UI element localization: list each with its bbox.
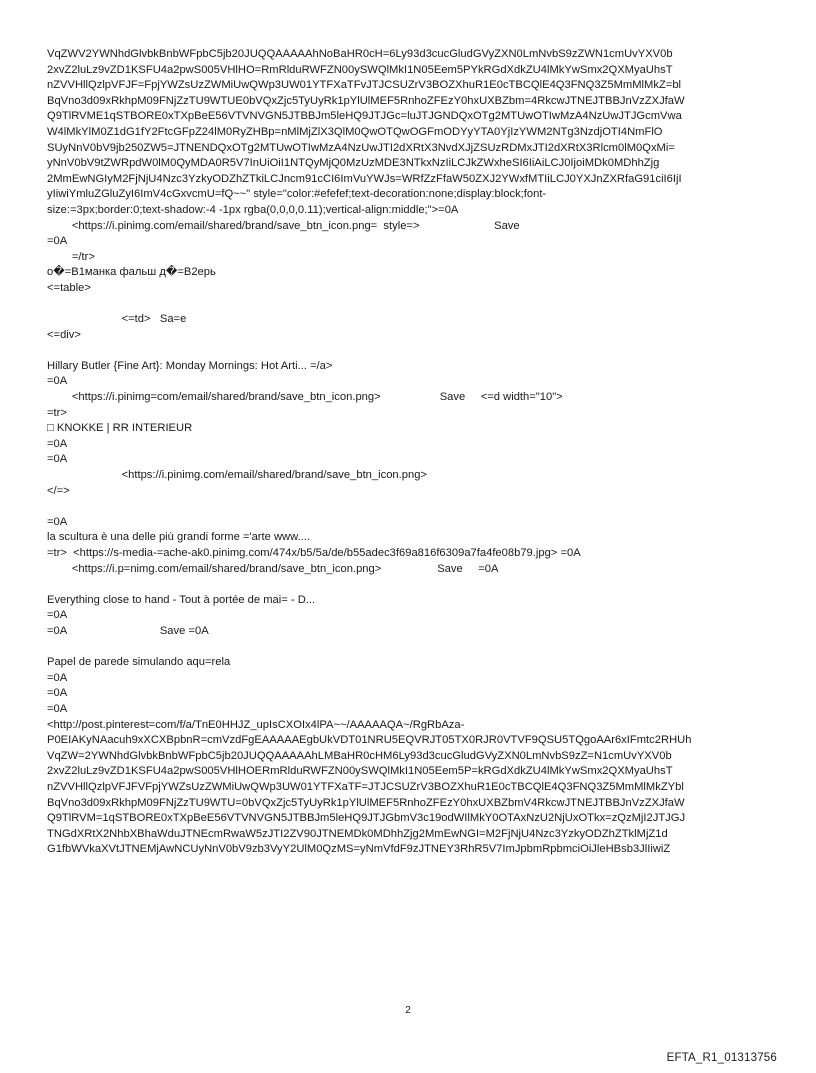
text-line: SUyNnV0bV9jb250ZW5=JTNENDQxOTg2MTUwOTIwMzA4NzUwJTI2dXRtX3NvdXJjZSUzRDMxJTI2dXRtX3Rlcm0lM0QxMi= bbox=[47, 141, 675, 154]
text-line: TNGdXRtX2NhbXBhaWduJTNEcmRwaW5zJTI2ZV90JTNEMDk0MDhhZjg2MmEwNGI=M2FjNjU4Nzc3YzkyODZhZTklMjZ1d bbox=[47, 827, 668, 840]
text-line: Everything close to hand - Tout à portée de mai= - D... bbox=[47, 593, 316, 606]
text-line: =0A bbox=[47, 235, 68, 248]
text-line: <https://i.pinimg=com/email/shared/brand/save_btn_icon.png> Save <=d width="10"> bbox=[47, 391, 563, 404]
text-line: VqZW=2YWNhdGlvbkBnbWFpbC5jb20JUQQAAAAAhLMBaHR0cHM6Ly93d3cucGludGVyZXN0LmNvbS9zZ=N1cmUvYXV0b bbox=[47, 749, 672, 762]
text-line: size:=3px;border:0;text-shadow:-4 -1px rgba(0,0,0,0.11);vertical-align:middle;">=0A bbox=[47, 203, 459, 216]
text-line: Papel de parede simulando aqu=rela bbox=[47, 656, 231, 669]
blank-line bbox=[47, 297, 777, 313]
page-number: 2 bbox=[405, 1005, 411, 1016]
text-line: =0A bbox=[47, 375, 68, 388]
text-line: P0EIAKyNAacuh9xXCXBpbnR=cmVzdFgEAAAAAEgbUkVDT01NRU5EQVRJT05TX0RJR0VTVF9QSU5TQgoAAr6xIFmtc2RHUh bbox=[47, 734, 692, 747]
text-line: =tr> bbox=[47, 406, 67, 419]
text-line: <https://i.p=nimg.com/email/shared/brand/save_btn_icon.png> Save =0A bbox=[47, 562, 499, 575]
text-line: <http://post.pinterest=com/f/a/TnE0HHJZ_upIsCXOIx4lPA~~/AAAAAQA~/RgRbAza- bbox=[47, 718, 465, 731]
text-line: =0A Save =0A bbox=[47, 624, 209, 637]
text-line: Q9TlRVME1qSTBORE0xTXpBeE56VTVNVGN5JTBBJm5leHQ9JTJGc=luJTJGNDQxOTg2MTUwOTIwMzA4NzUwJTJGcmVwa bbox=[47, 110, 682, 123]
document-body bbox=[47, 47, 777, 858]
text-line: la scultura è una delle più grandi forme ='arte www.... bbox=[47, 531, 311, 544]
blank-line bbox=[47, 640, 777, 656]
text-line: </=> bbox=[47, 484, 70, 497]
text-line: =tr> <https://s-media-=ache-ak0.pinimg.com/474x/b5/5a/de/b55adec3f69a816f6309a7fa4fe08b79.jpg> =0A bbox=[47, 547, 581, 559]
text-line: Hillary Butler {Fine Art}: Monday Mornings: Hot Arti... =/a> bbox=[47, 359, 333, 372]
text-line: <=td> Sa=e bbox=[47, 313, 187, 326]
text-line: <https://i.pinimg.com/email/shared/brand/save_btn_icon.png= style=> Save bbox=[47, 219, 520, 232]
text-line: □ KNOKKE | RR INTERIEUR bbox=[47, 422, 193, 435]
text-line: W4lMkYlM0Z1dG1fY2FtcGFpZ24lM0RyZHBp=nMlMjZlX3QlM0QwOTQwOGFmODYyYTA0YjIzYWM2NTg3NzdjOTI4NmFlO bbox=[47, 125, 663, 138]
text-line: yNnV0bV9tZWRpdW0lM0QyMDA0R5V7InUiOiI1NTQyMjQ0MzUzMDE3NTkxNzIiLCJkZWxheSI6IiAiLCJ0IjoiMDk0MDhhZjg bbox=[47, 157, 660, 170]
document-id-footer: EFTA_R1_01313756 bbox=[666, 1052, 777, 1064]
blank-line bbox=[47, 499, 777, 515]
text-line: <https://i.pinimg.com/email/shared/brand/save_btn_icon.png> bbox=[47, 469, 427, 482]
text-line: =0A bbox=[47, 609, 68, 622]
blank-line bbox=[47, 343, 777, 359]
text-line: yIiwiYmluZGluZyI6ImV4cGxvcmU=fQ~~" style="color:#efefef;text-decoration:none;display:block;font- bbox=[47, 188, 547, 201]
text-line: Q9TlRVM=1qSTBORE0xTXpBeE56VTVNVGN5JTBBJm5leHQ9JTJGbmV3c19odWIlMkY0OTAxNzU2NjUxOTkx=zQzMjI2JTJGJ bbox=[47, 812, 686, 825]
text-line: G1fbWVkaXVtJTNEMjAwNCUyNnV0bV9zb3VyY2UlM0QzMS=yNmVfdF9zJTNEY3RhR5V7ImJpbmRpbmciOiJleHBsb3JlIiwiZ bbox=[47, 843, 671, 856]
text-line: =0A bbox=[47, 687, 68, 700]
text-line: 2MmEwNGIyM2FjNjU4Nzc3YzkyODZhZTkiLCJncm91cCI6ImVuYWJs=WRfZzFfaW50ZXJ2YWxfMTIiLCJ0YXJnZXRfaG91ciI6IjI bbox=[47, 172, 682, 185]
text-line: =0A bbox=[47, 453, 68, 466]
text-line: =0A bbox=[47, 437, 68, 450]
blank-line bbox=[47, 577, 777, 593]
text-line: BqVno3d09xRkhpM09FNjZzTU9WTU=0bVQxZjc5TyUyRk1pYlUlMEF5RnhoZFEzY0hxUXBZbmV4RkcwJTNEJTBBJnVzZXJfaW bbox=[47, 796, 685, 809]
text-line: VqZWV2YWNhdGlvbkBnbWFpbC5jb20JUQQAAAAAhNoBaHR0cH=6Ly93d3cucGludGVyZXN0LmNvbS9zZWN1cmUvYXV0b bbox=[47, 48, 673, 60]
text-line: <=table> bbox=[47, 281, 91, 294]
text-line: BqVno3d09xRkhpM09FNjZzTU9WTUE0bVQxZjc5TyUyRk1pYlUlMEF5RnhoZFEzY0hxUXBZbm=4RkcwJTNEJTBBJnVzZXJfaW bbox=[47, 94, 685, 107]
text-line: nZVVHllQzlpVFJFVFpjYWZsUzZWMiUwQWp3UW01YTFXaTF=JTJCSUZrV3BOZXhuR1E0cTBCQlE4Q3FNQ3Z5MmMlMkZYbl bbox=[47, 780, 684, 793]
text-line: nZVVHllQzlpVFJF=FpjYWZsUzZWMiUwQWp3UW01YTFXaTFvJTJCSUZrV3BOZXhuR1E0cTBCQlE4Q3FNQ3Z5MmMlMkZ=bl bbox=[47, 79, 682, 92]
text-line: 2xvZ2luLz9vZD1KSFU4a2pwS005VHlHOERmRlduRWFZN00ySWQlMkI1N05Eem5P=kRGdXdkZU4lMkYwSmx2QXMyaUhsT bbox=[47, 765, 673, 778]
text-line: =0A bbox=[47, 702, 68, 715]
text-line: o�=B1манка фальш д�=B2ерь bbox=[47, 266, 216, 279]
text-line: 2xvZ2luLz9vZD1KSFU4a2pwS005VHlHO=RmRlduRWFZN00ySWQlMkI1N05Eem5PYkRGdXdkZU4lMkYwSmx2QXMyaUhsT bbox=[47, 63, 673, 76]
text-line: =/tr> bbox=[47, 250, 95, 263]
text-line: =0A bbox=[47, 515, 68, 528]
text-line: <=div> bbox=[47, 328, 81, 341]
text-line: =0A bbox=[47, 671, 68, 684]
